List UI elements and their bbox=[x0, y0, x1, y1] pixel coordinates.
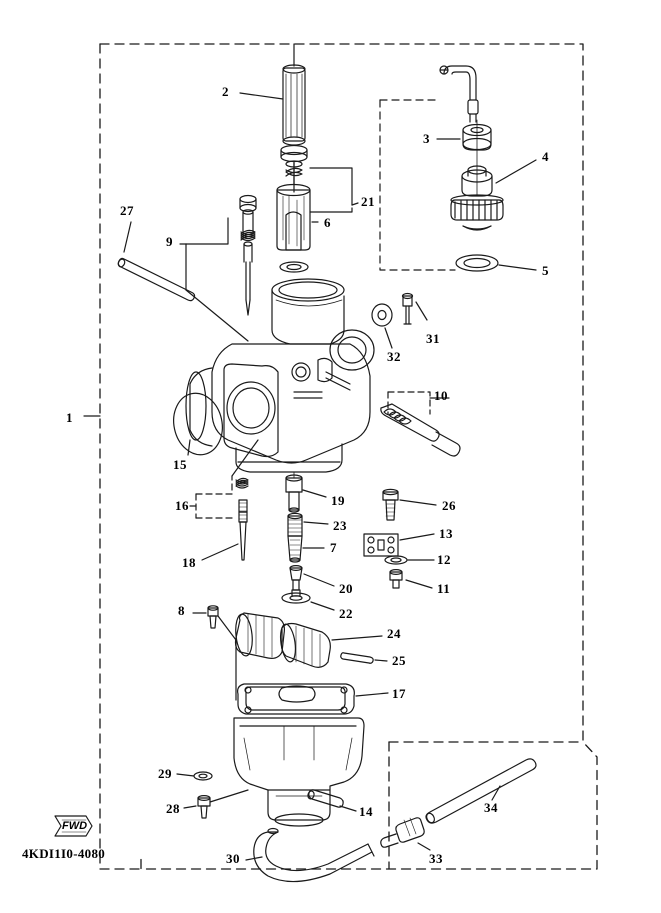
leader-4 bbox=[496, 160, 536, 183]
part-32-washer bbox=[372, 304, 392, 326]
fwd-direction-label: FWD bbox=[62, 820, 88, 832]
leader-17 bbox=[356, 693, 388, 696]
leader-9-bracket bbox=[186, 218, 228, 244]
callout-11: 11 bbox=[437, 581, 451, 596]
part-19-needle-jet bbox=[286, 475, 302, 512]
callout-7: 7 bbox=[330, 540, 337, 555]
callout-28: 28 bbox=[166, 801, 180, 816]
leader-8-line bbox=[218, 616, 236, 700]
callout-16: 16 bbox=[175, 498, 189, 513]
callout-24: 24 bbox=[387, 626, 401, 641]
callout-6: 6 bbox=[324, 215, 331, 230]
part-30-drain-hose bbox=[254, 829, 374, 882]
part-6-washer bbox=[280, 262, 308, 272]
leader-23 bbox=[304, 522, 328, 524]
callout-27: 27 bbox=[120, 203, 134, 218]
part-11-bolt bbox=[390, 570, 402, 588]
part-6-throttle-valve bbox=[277, 162, 310, 250]
part-main-carburetor-body bbox=[186, 279, 374, 472]
subgroup-16-dashed bbox=[196, 476, 232, 518]
leader-13 bbox=[400, 534, 434, 540]
callout-1: 1 bbox=[66, 410, 73, 425]
part-24-float bbox=[234, 613, 330, 667]
callout-9: 9 bbox=[166, 234, 173, 249]
leader-26 bbox=[400, 500, 436, 505]
leader-34 bbox=[492, 786, 500, 800]
part-31-screw bbox=[403, 294, 413, 325]
part-8-screw bbox=[208, 606, 218, 628]
callout-21: 21 bbox=[361, 194, 375, 209]
part-15-cover-disc bbox=[168, 389, 228, 460]
callout-3: 3 bbox=[423, 131, 430, 146]
subgroup-fuel-cap-dashed bbox=[380, 100, 455, 270]
leader-21-bracket bbox=[310, 168, 352, 205]
leader-33 bbox=[418, 843, 430, 850]
leader-28 bbox=[184, 806, 196, 808]
callout-18: 18 bbox=[182, 555, 196, 570]
callout-19: 19 bbox=[331, 493, 345, 508]
part-25-float-pin bbox=[341, 653, 373, 664]
part-16-spring bbox=[236, 478, 248, 488]
part-23-main-jet bbox=[288, 513, 302, 536]
part-14-float-chamber bbox=[234, 718, 364, 826]
leader-2 bbox=[240, 93, 283, 99]
leader-21-bracket-2 bbox=[310, 208, 352, 212]
leader-14 bbox=[340, 806, 356, 811]
part-12-washer bbox=[385, 556, 407, 564]
callout-8: 8 bbox=[178, 603, 185, 618]
leader-19 bbox=[303, 490, 326, 497]
callout-2: 2 bbox=[222, 84, 229, 99]
part-22-float-pivot-washer bbox=[282, 590, 310, 603]
callout-26: 26 bbox=[442, 498, 456, 513]
leader-24 bbox=[332, 636, 382, 640]
callout-17: 17 bbox=[392, 686, 406, 701]
part-26-pilot-jet bbox=[383, 489, 398, 520]
callout-15: 15 bbox=[173, 457, 187, 472]
callout-23: 23 bbox=[333, 518, 347, 533]
leader-9-line bbox=[186, 290, 248, 341]
part-17-float-chamber-gasket bbox=[238, 684, 355, 714]
leader-22 bbox=[311, 602, 334, 610]
leader-15 bbox=[188, 440, 190, 455]
part-2-throttle-cable-adjuster bbox=[283, 44, 305, 145]
callout-20: 20 bbox=[339, 581, 353, 596]
leader-18 bbox=[202, 544, 238, 560]
callout-22: 22 bbox=[339, 606, 353, 621]
callout-30: 30 bbox=[226, 851, 240, 866]
callout-4: 4 bbox=[542, 149, 549, 164]
leader-28-line bbox=[210, 790, 248, 802]
callout-32: 32 bbox=[387, 349, 401, 364]
leader-5 bbox=[499, 265, 536, 270]
leader-29 bbox=[177, 774, 194, 776]
part-2-lock-nut bbox=[281, 146, 307, 162]
part-20-float-valve bbox=[290, 566, 302, 590]
callout-33: 33 bbox=[429, 851, 443, 866]
callout-31: 31 bbox=[426, 331, 440, 346]
callout-5: 5 bbox=[542, 263, 549, 278]
part-7-jet-holder bbox=[288, 536, 302, 562]
part-10-idle-screw-assembly bbox=[381, 404, 460, 456]
callout-34: 34 bbox=[484, 800, 498, 815]
callout-14: 14 bbox=[359, 804, 373, 819]
leader-27 bbox=[124, 222, 131, 252]
leader-31 bbox=[416, 302, 427, 320]
part-13-gasket bbox=[364, 534, 398, 556]
part-code-label: 4KDI1I0-4080 bbox=[22, 846, 106, 861]
leader-32 bbox=[385, 328, 392, 348]
part-3-elbow-fitting bbox=[440, 66, 478, 122]
part-9-jet-needle bbox=[240, 196, 256, 316]
part-14-drain-screw bbox=[307, 790, 343, 807]
leader-20 bbox=[304, 574, 334, 586]
leader-25 bbox=[375, 660, 387, 661]
part-28-screw bbox=[198, 796, 210, 818]
callout-13: 13 bbox=[439, 526, 453, 541]
callout-12: 12 bbox=[437, 552, 451, 567]
callout-10: 10 bbox=[434, 388, 448, 403]
part-18-pilot-screw bbox=[239, 500, 247, 560]
callout-25: 25 bbox=[392, 653, 406, 668]
part-34-hose bbox=[425, 759, 536, 824]
callout-29: 29 bbox=[158, 766, 172, 781]
leader-11 bbox=[406, 580, 432, 588]
part-5-o-ring bbox=[456, 255, 498, 271]
part-29-washer bbox=[194, 772, 212, 780]
leader-21 bbox=[352, 203, 358, 205]
part-27-rod bbox=[117, 258, 195, 301]
